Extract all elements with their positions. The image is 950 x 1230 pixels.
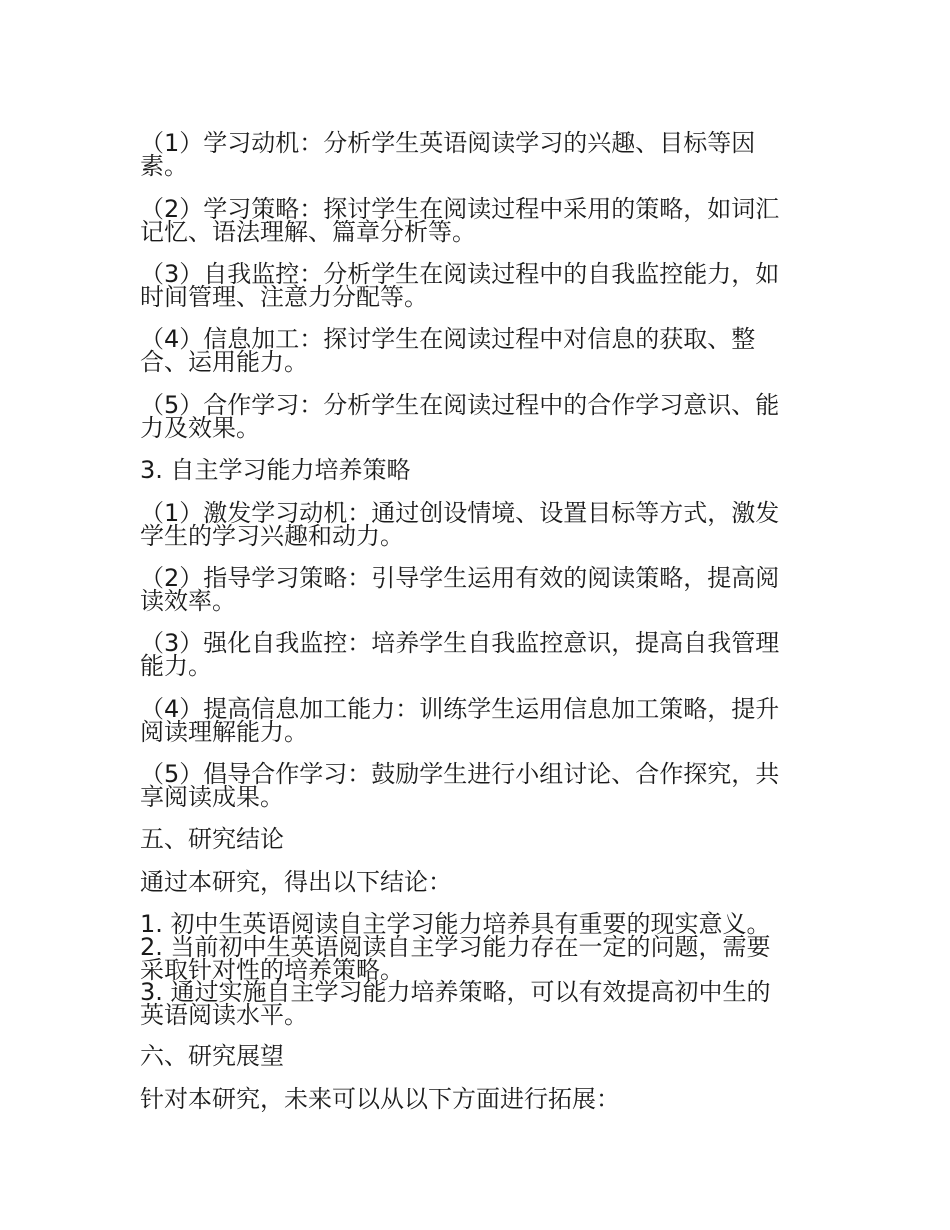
text-line: 阅读理解能力。	[140, 718, 308, 746]
text-line: （5）合作学习：分析学生在阅读过程中的合作学习意识、能	[140, 391, 780, 419]
text-line: （3）强化自我监控：培养学生自我监控意识，提高自我管理	[140, 629, 780, 657]
text-line: （4）信息加工：探讨学生在阅读过程中对信息的获取、整	[140, 325, 756, 353]
text-line: （5）倡导合作学习：鼓励学生进行小组讨论、合作探究，共	[140, 760, 780, 788]
text-line: （4）提高信息加工能力：训练学生运用信息加工策略，提升	[140, 695, 780, 723]
text-line: 享阅读成果。	[140, 783, 284, 811]
text-line: 素。	[140, 152, 188, 180]
text-line: 采取针对性的培养策略。	[140, 956, 404, 984]
text-line: 力及效果。	[140, 414, 260, 442]
text-line: 合、运用能力。	[140, 348, 308, 376]
text-line: 英语阅读水平。	[140, 1001, 308, 1029]
text-line: 针对本研究，未来可以从以下方面进行拓展：	[140, 1085, 620, 1113]
text-line: 能力。	[140, 652, 212, 680]
text-line: 2. 当前初中生英语阅读自主学习能力存在一定的问题，需要	[140, 933, 771, 961]
text-line: 读效率。	[140, 587, 236, 615]
text-line: （1）激发学习动机：通过创设情境、设置目标等方式，激发	[140, 499, 780, 527]
section-heading: 五、研究结论	[140, 825, 284, 853]
text-line: （2）指导学习策略：引导学生运用有效的阅读策略，提高阅	[140, 564, 780, 592]
text-line: 1. 初中生英语阅读自主学习能力培养具有重要的现实意义。	[140, 910, 771, 938]
text-line: 通过本研究，得出以下结论：	[140, 868, 452, 896]
text-line: 学生的学习兴趣和动力。	[140, 522, 404, 550]
text-line: （1）学习动机：分析学生英语阅读学习的兴趣、目标等因	[140, 129, 756, 157]
section-heading: 3. 自主学习能力培养策略	[140, 456, 411, 484]
text-line: （3）自我监控：分析学生在阅读过程中的自我监控能力，如	[140, 260, 780, 288]
section-heading: 六、研究展望	[140, 1042, 284, 1070]
text-line: 记忆、语法理解、篇章分析等。	[140, 218, 476, 246]
text-line: 时间管理、注意力分配等。	[140, 283, 428, 311]
text-line: 3. 通过实施自主学习能力培养策略，可以有效提高初中生的	[140, 978, 771, 1006]
text-line: （2）学习策略：探讨学生在阅读过程中采用的策略，如词汇	[140, 195, 780, 223]
